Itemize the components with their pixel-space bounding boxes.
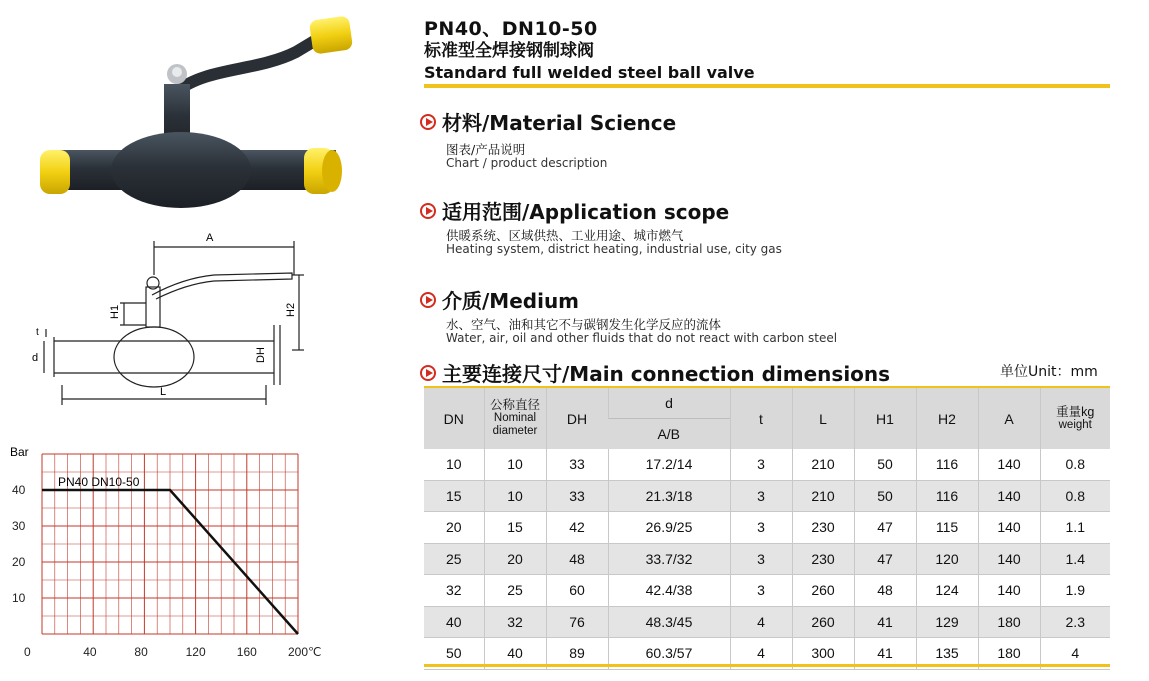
cell-weight: 1.9 [1040, 575, 1110, 607]
label-a: A [206, 232, 214, 244]
header-nominal-en2: diameter [492, 425, 538, 437]
cell-nominal: 15 [484, 512, 546, 544]
cell-h2: 129 [916, 606, 978, 638]
x-tick-label: 80 [134, 645, 148, 659]
y-tick-label: 10 [12, 591, 26, 605]
x-tick-label: 0 [24, 645, 31, 659]
table-header-row [424, 388, 1110, 419]
cell-weight: 0.8 [1040, 449, 1110, 480]
valve-photo [36, 12, 366, 212]
table-row [424, 512, 1110, 544]
cell-d: 48.3/45 [608, 606, 730, 638]
cell-d: 60.3/57 [608, 638, 730, 670]
header-l: L [792, 388, 854, 449]
cell-dn: 40 [424, 606, 484, 638]
cell-a: 180 [978, 606, 1040, 638]
x-tick-label: 200℃ [288, 645, 322, 659]
dimensions-table [424, 388, 1110, 670]
x-tick-label: 120 [185, 645, 206, 659]
header-dh: DH [546, 388, 608, 449]
header-weight [1040, 388, 1110, 449]
cell-nominal: 32 [484, 606, 546, 638]
table-row [424, 606, 1110, 638]
y-tick-label: 40 [12, 483, 26, 497]
cell-weight: 0.8 [1040, 480, 1110, 512]
cell-h1: 47 [854, 543, 916, 575]
cell-t: 3 [730, 449, 792, 480]
cell-weight: 1.1 [1040, 512, 1110, 544]
cell-dh: 33 [546, 449, 608, 480]
label-dh: DH [255, 347, 267, 363]
cell-dh: 42 [546, 512, 608, 544]
cell-h2: 116 [916, 449, 978, 480]
play-icon [420, 292, 436, 308]
label-h2: H2 [285, 302, 297, 317]
header-t: t [730, 388, 792, 449]
cell-t: 3 [730, 543, 792, 575]
x-tick-label: 40 [83, 645, 97, 659]
cell-l: 210 [792, 449, 854, 480]
header-a: A [978, 388, 1040, 449]
cell-l: 210 [792, 480, 854, 512]
cell-nominal: 10 [484, 449, 546, 480]
label-h1: H1 [109, 304, 121, 319]
title-rule [424, 84, 1110, 88]
title-line2: 标准型全焊接钢制球阀 [424, 41, 594, 61]
cell-t: 4 [730, 606, 792, 638]
section-title: 介质/Medium [442, 289, 580, 313]
cell-d: 21.3/18 [608, 480, 730, 512]
cell-l: 260 [792, 606, 854, 638]
cell-a: 180 [978, 638, 1040, 670]
section-zh: 水、空气、油和其它不与碳钢发生化学反应的流体 [446, 317, 722, 332]
cell-a: 140 [978, 543, 1040, 575]
cell-l: 230 [792, 543, 854, 575]
y-tick-label: 20 [12, 555, 26, 569]
section-application [420, 196, 729, 225]
cell-t: 3 [730, 575, 792, 607]
cell-d: 17.2/14 [608, 449, 730, 480]
cell-dn: 32 [424, 575, 484, 607]
cell-h2: 116 [916, 480, 978, 512]
cell-dn: 10 [424, 449, 484, 480]
section-title: 材料/Material Science [442, 111, 677, 135]
header-weight-en: weight [1058, 418, 1092, 431]
series-name: PN40 DN10-50 [58, 475, 140, 489]
label-t: t [36, 327, 39, 338]
title-line3: Standard full welded steel ball valve [424, 63, 755, 82]
cell-t: 3 [730, 512, 792, 544]
cell-dh: 33 [546, 480, 608, 512]
section-zh: 供暖系统、区域供热、工业用途、城市燃气 [446, 228, 684, 243]
cell-h1: 47 [854, 512, 916, 544]
table-bottom-rule [424, 664, 1110, 667]
y-axis-label: Bar [10, 445, 29, 459]
section-dimensions [420, 358, 890, 387]
cell-l: 300 [792, 638, 854, 670]
cell-h2: 120 [916, 543, 978, 575]
section-material [420, 107, 676, 136]
cell-nominal: 40 [484, 638, 546, 670]
title-line1: PN40、DN10-50 [424, 18, 598, 40]
section-en: Water, air, oil and other fluids that do not react with carbon steel [446, 331, 838, 345]
header-weight-zh: 重量kg [1056, 404, 1095, 419]
cell-dh: 48 [546, 543, 608, 575]
header-dn: DN [424, 388, 484, 449]
header-d: d [608, 388, 730, 419]
header-nominal-en1: Nominal [493, 412, 537, 424]
play-icon [420, 203, 436, 219]
label-d: d [32, 352, 39, 364]
cell-t: 4 [730, 638, 792, 670]
cell-a: 140 [978, 575, 1040, 607]
cell-l: 260 [792, 575, 854, 607]
cell-h1: 41 [854, 638, 916, 670]
cell-weight: 4 [1040, 638, 1110, 670]
table-row [424, 575, 1110, 607]
table-row [424, 543, 1110, 575]
unit-label: 单位Unit：mm [1000, 364, 1098, 380]
cell-h1: 41 [854, 606, 916, 638]
section-en: Heating system, district heating, industrial use, city gas [446, 242, 782, 256]
cell-nominal: 20 [484, 543, 546, 575]
dimension-drawing [24, 225, 324, 410]
cell-a: 140 [978, 449, 1040, 480]
cell-dn: 20 [424, 512, 484, 544]
cell-dh: 89 [546, 638, 608, 670]
cell-weight: 1.4 [1040, 543, 1110, 575]
cell-weight: 2.3 [1040, 606, 1110, 638]
cell-a: 140 [978, 512, 1040, 544]
cell-l: 230 [792, 512, 854, 544]
cell-h1: 48 [854, 575, 916, 607]
cell-d: 26.9/25 [608, 512, 730, 544]
section-title: 适用范围/Application scope [442, 200, 730, 224]
cell-h1: 50 [854, 449, 916, 480]
header-nominal [484, 388, 546, 449]
header-nominal-zh: 公称直径 [489, 398, 540, 412]
cell-dn: 15 [424, 480, 484, 512]
cell-nominal: 25 [484, 575, 546, 607]
y-tick-label: 30 [12, 519, 26, 533]
cell-h2: 115 [916, 512, 978, 544]
cell-dn: 50 [424, 638, 484, 670]
section-en: Chart / product description [446, 156, 608, 170]
header-h1: H1 [854, 388, 916, 449]
cell-d: 42.4/38 [608, 575, 730, 607]
play-icon [420, 365, 436, 381]
header-ab: A/B [608, 419, 730, 450]
section-zh: 图表/产品说明 [446, 142, 526, 157]
section-title: 主要连接尺寸/Main connection dimensions [442, 362, 891, 386]
cell-h2: 124 [916, 575, 978, 607]
cell-h1: 50 [854, 480, 916, 512]
cell-d: 33.7/32 [608, 543, 730, 575]
x-tick-label: 160 [236, 645, 257, 659]
cell-dh: 60 [546, 575, 608, 607]
pressure-temperature-chart [6, 440, 336, 672]
cell-dh: 76 [546, 606, 608, 638]
label-l: L [160, 386, 167, 398]
cell-a: 140 [978, 480, 1040, 512]
cell-nominal: 10 [484, 480, 546, 512]
header-h2: H2 [916, 388, 978, 449]
cell-h2: 135 [916, 638, 978, 670]
section-medium [420, 285, 579, 314]
play-icon [420, 114, 436, 130]
cell-t: 3 [730, 480, 792, 512]
cell-dn: 25 [424, 543, 484, 575]
table-row [424, 449, 1110, 480]
table-row [424, 480, 1110, 512]
